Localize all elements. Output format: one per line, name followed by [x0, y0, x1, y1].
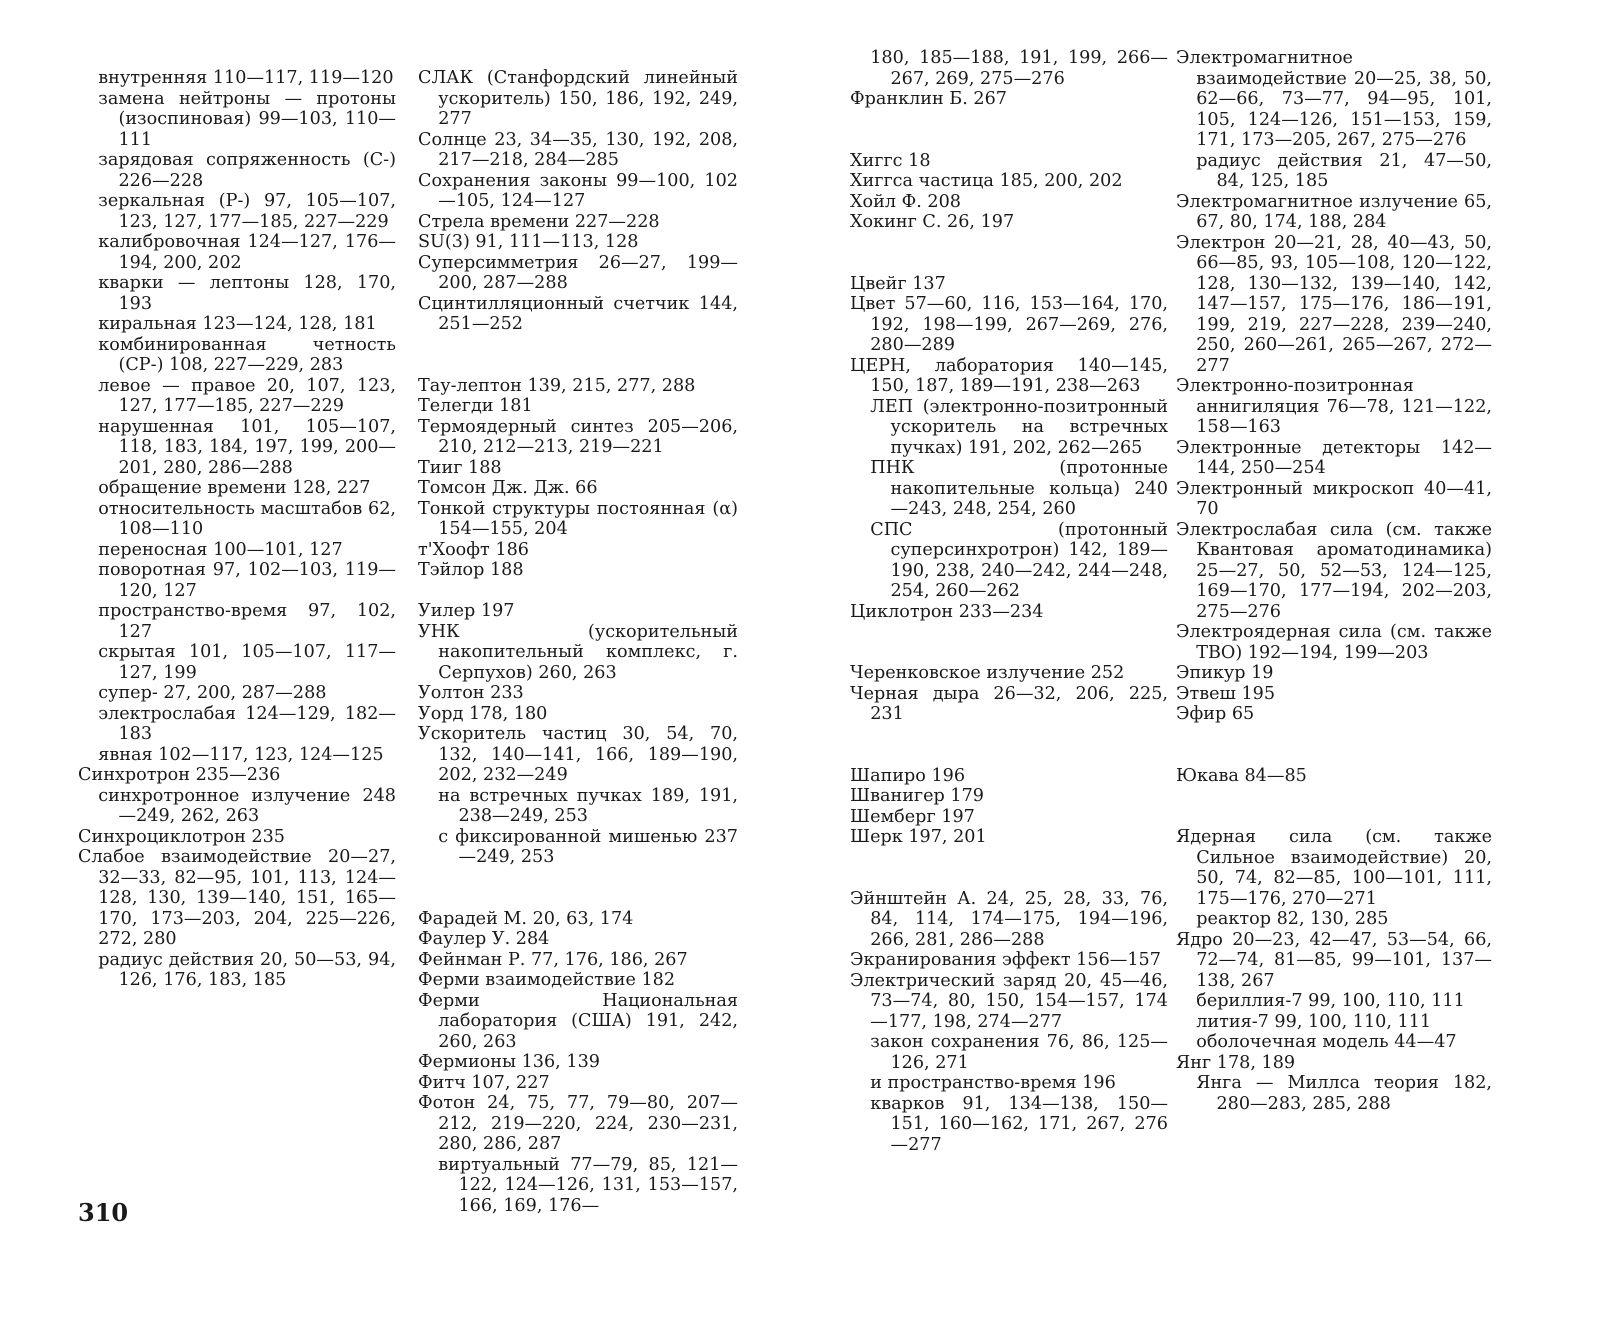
index-entry: Хокинг С. 26, 197 [850, 212, 1015, 232]
index-entry: СЛАК (Станфордский линейный ускоритель) 150, 186, 192, 249, 277 [418, 68, 738, 129]
index-entry: Электронно-позитронная аннигиляция 76—78, 121—122, 158—163 [1176, 376, 1492, 437]
right-page [800, 0, 1600, 1317]
index-entry: Цвет 57—60, 116, 153—164, 170, 192, 198—199, 267—269, 276, 280—289 [850, 294, 1168, 355]
index-subentry: закон сохранения 76, 86, 125—126, 271 [870, 1032, 1168, 1073]
index-column-3 [850, 48, 1168, 1155]
index-column-1 [78, 68, 396, 991]
index-entry: Этвеш 195 [1176, 683, 1276, 704]
index-entry: Хиггса частица 185, 200, 202 [850, 171, 1123, 191]
section-gap [1176, 725, 1492, 766]
index-subentry: явная 102—117, 123, 124—125 [98, 744, 384, 765]
index-subentry: поворотная 97, 102—103, 119—120, 127 [98, 560, 396, 601]
index-subentry: лития-7 99, 100, 110, 111 [1196, 1011, 1432, 1032]
index-entry: Франклин Б. 267 [850, 89, 1007, 109]
index-entry: Синхроциклотрон 235 [78, 826, 285, 847]
index-entry: Хиггс 18 [850, 150, 931, 171]
index-entry: Фарадей М. 20, 63, 174 [418, 908, 634, 929]
index-entry: Электронные детекторы 142—144, 250—254 [1176, 437, 1492, 478]
index-subentry: скрытая 101, 105—107, 117—127, 199 [98, 642, 396, 683]
index-entry: Электроядерная сила (см. также ТВО) 192—194, 199—203 [1176, 622, 1492, 663]
index-entry: Шерк 197, 201 [850, 827, 987, 847]
index-entry: Электрон 20—21, 28, 40—43, 50, 66—85, 93, 105—108, 120—122, 128, 130—132, 139—140, 142, 147—157, 175—176, 186—191, 199, 219, 227—228, 239—240, 250, 260—261, 265—267, 272—277 [1176, 232, 1492, 376]
section-gap [850, 233, 1168, 274]
index-entry: Шванигер 179 [850, 786, 984, 806]
index-subentry: и пространство-время 196 [870, 1073, 1116, 1093]
index-entry: Уолтон 233 [418, 683, 524, 703]
index-entry: Янг 178, 189 [1176, 1052, 1296, 1073]
index-subentry: ЛЕП (электронно-позитронный ускоритель на встречных пучках) 191, 202, 262—265 [870, 396, 1168, 458]
index-entry: Тау-лептон 139, 215, 277, 288 [418, 375, 696, 396]
index-subentry: левое — правое 20, 107, 123, 127, 177—185, 227—229 [98, 375, 396, 416]
index-column-4 [1176, 48, 1492, 1114]
index-entry: Телегди 181 [418, 396, 533, 416]
index-entry: Уилер 197 [418, 601, 515, 621]
index-subentry: СПС (протонный суперсинхротрон) 142, 189—190, 238, 240—242, 244—248, 254, 260—262 [870, 519, 1168, 601]
index-entry: Фитч 107, 227 [418, 1072, 550, 1093]
index-entry: Томсон Дж. Дж. 66 [418, 478, 598, 498]
index-subentry: с фиксированной мишенью 237—249, 253 [438, 826, 738, 867]
index-subentry: Янга — Миллса теория 182, 280—283, 285, 288 [1196, 1073, 1492, 1114]
index-subentry: зеркальная (Р-) 97, 105—107, 123, 127, 177—185, 227—229 [98, 191, 396, 232]
section-gap [850, 725, 1168, 766]
index-subentry: киральная 123—124, 128, 181 [98, 314, 377, 334]
index-subentry: кварки — лептоны 128, 170, 193 [98, 273, 396, 314]
index-entry: Шемберг 197 [850, 806, 975, 827]
index-column-2 [418, 68, 738, 1216]
index-entry: Тэйлор 188 [418, 560, 524, 580]
index-entry: Тииг 188 [418, 457, 502, 478]
section-gap [418, 868, 738, 909]
index-subentry: нарушенная 101, 105—107, 118, 183, 184, 197, 199, 200—201, 280, 286—288 [98, 416, 396, 478]
index-subentry: супер- 27, 200, 287—288 [98, 683, 327, 703]
index-entry: Фейнман Р. 77, 176, 186, 267 [418, 949, 688, 970]
index-entry: Уорд 178, 180 [418, 703, 548, 724]
section-gap [850, 110, 1168, 151]
index-entry: Сцинтилляционный счетчик 144, 251—252 [418, 293, 738, 334]
index-subentry: оболочечная модель 44—47 [1196, 1032, 1457, 1052]
index-entry: Экранирования эффект 156—157 [850, 950, 1161, 970]
index-entry: Циклотрон 233—234 [850, 601, 1044, 622]
index-entry: Хойл Ф. 208 [850, 191, 961, 212]
index-entry: Суперсимметрия 26—27, 199—200, 287—288 [418, 252, 738, 293]
index-entry: Ускоритель частиц 30, 54, 70, 132, 140—141, 166, 189—190, 202, 232—249 [418, 724, 738, 785]
page-number: 310 [78, 1198, 129, 1227]
index-entry: Эпикур 19 [1176, 663, 1274, 683]
index-entry: т'Хоофт 186 [418, 539, 529, 560]
index-entry: Солнце 23, 34—35, 130, 192, 208, 217—218, 284—285 [418, 129, 738, 170]
index-entry: Ядерная сила (см. также Сильное взаимодействие) 20, 50, 74, 82—85, 100—101, 111, 175—176, 270—271 [1176, 827, 1492, 909]
index-entry: Цвейг 137 [850, 273, 946, 294]
index-entry: SU(3) 91, 111—113, 128 [418, 232, 639, 252]
section-gap [418, 581, 738, 602]
index-entry: Слабое взаимодействие 20—27, 32—33, 82—95, 101, 113, 124—128, 130, 139—140, 151, 165—170, 173—203, 204, 225—226, 272, 280 [78, 847, 396, 949]
index-subentry: бериллия-7 99, 100, 110, 111 [1196, 991, 1465, 1011]
index-subentry: реактор 82, 130, 285 [1196, 909, 1389, 929]
index-entry: Ферми Национальная лаборатория (США) 191, 242, 260, 263 [418, 990, 738, 1052]
index-entry: Фермионы 136, 139 [418, 1052, 600, 1072]
index-subentry: виртуальный 77—79, 85, 121—122, 124—126, 131, 153—157, 166, 169, 176— [438, 1154, 738, 1216]
index-entry: Эфир 65 [1176, 704, 1255, 724]
index-subentry: внутренняя 110—117, 119—120 [98, 68, 394, 88]
index-subentry: относительность масштабов 62, 108—110 [98, 498, 396, 539]
index-subentry: 180, 185—188, 191, 199, 266—267, 269, 275—276 [870, 48, 1168, 89]
index-entry: Электронный микроскоп 40—41, 70 [1176, 478, 1492, 519]
index-entry: Ферми взаимодействие 182 [418, 970, 676, 990]
index-subentry: радиус действия 20, 50—53, 94, 126, 176, 183, 185 [98, 949, 396, 990]
index-entry: Черенковское излучение 252 [850, 663, 1125, 683]
index-entry: Синхротрон 235—236 [78, 765, 281, 785]
index-subentry: калибровочная 124—127, 176—194, 200, 202 [98, 232, 396, 273]
index-entry: Фаулер У. 284 [418, 929, 550, 949]
index-subentry: синхротронное излучение 248—249, 262, 263 [98, 785, 396, 826]
index-entry: Электрический заряд 20, 45—46, 73—74, 80, 150, 154—157, 174—177, 198, 274—277 [850, 970, 1168, 1032]
index-entry: Электромагнитное взаимодействие 20—25, 38, 50, 62—66, 73—77, 94—95, 101, 105, 124—126, 151—153, 159, 171, 173—205, 267, 275—276 [1176, 48, 1492, 150]
index-entry: Эйнштейн А. 24, 25, 28, 33, 76, 84, 114, 174—175, 194—196, 266, 281, 286—288 [850, 888, 1168, 950]
index-entry: Сохранения законы 99—100, 102—105, 124—127 [418, 170, 738, 211]
index-entry: Юкава 84—85 [1176, 765, 1307, 786]
index-entry: Ядро 20—23, 42—47, 53—54, 66, 72—74, 81—85, 99—101, 137—138, 267 [1176, 929, 1492, 991]
index-entry: Фотон 24, 75, 77, 79—80, 207—212, 219—220, 224, 230—231, 280, 286, 287 [418, 1093, 738, 1154]
index-entry: Электрослабая сила (см. также Квантовая ароматодинамика) 25—27, 50, 52—53, 124—125, 169—170, 177—194, 202—203, 275—276 [1176, 519, 1492, 622]
index-subentry: кварков 91, 134—138, 150—151, 160—162, 171, 267, 276—277 [870, 1093, 1168, 1155]
section-gap [850, 622, 1168, 663]
index-subentry: на встречных пучках 189, 191, 238—249, 253 [438, 785, 738, 826]
index-subentry: радиус действия 21, 47—50, 84, 125, 185 [1196, 150, 1492, 191]
index-subentry: ПНК (протонные накопительные кольца) 240—243, 248, 254, 260 [870, 458, 1168, 519]
index-entry: Шапиро 196 [850, 765, 966, 786]
index-subentry: комбинированная четность (СР-) 108, 227—229, 283 [98, 334, 396, 375]
section-gap [850, 848, 1168, 889]
index-subentry: пространство-время 97, 102, 127 [98, 601, 396, 642]
index-entry: Тонкой структуры постоянная (α) 154—155, 204 [418, 498, 738, 539]
section-gap [418, 335, 738, 376]
index-subentry: замена нейтроны — протоны (изоспиновая) 99—103, 110—111 [98, 88, 396, 150]
index-subentry: обращение времени 128, 227 [98, 478, 371, 498]
section-gap [1176, 786, 1492, 827]
index-entry: УНК (ускорительный накопительный комплекс, г. Серпухов) 260, 263 [418, 621, 738, 683]
index-entry: ЦЕРН, лаборатория 140—145, 150, 187, 189—191, 238—263 [850, 355, 1168, 396]
index-entry: Стрела времени 227—228 [418, 211, 660, 232]
index-subentry: электрослабая 124—129, 182—183 [98, 703, 396, 744]
index-entry: Электромагнитное излучение 65, 67, 80, 174, 188, 284 [1176, 191, 1492, 232]
index-entry: Черная дыра 26—32, 206, 225, 231 [850, 683, 1168, 724]
index-entry: Термоядерный синтез 205—206, 210, 212—213, 219—221 [418, 416, 738, 457]
index-subentry: переносная 100—101, 127 [98, 539, 343, 560]
index-subentry: зарядовая сопряженность (С-) 226—228 [98, 150, 396, 191]
